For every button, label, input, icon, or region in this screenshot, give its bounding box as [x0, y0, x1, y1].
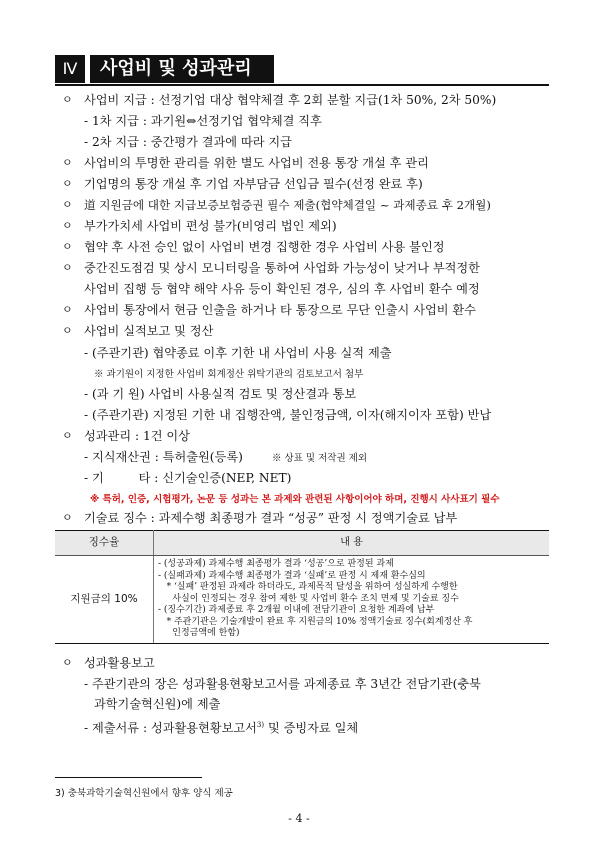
list-item: 협약 후 사전 승인 없이 사업비 변경 집행한 경우 사업비 사용 불인정 — [84, 240, 445, 254]
sub-item: - (과 기 원) 사업비 사용실적 검토 및 정산결과 통보 — [84, 387, 357, 401]
bullet-mark: ㅇ — [62, 511, 73, 524]
bullet-mark: ㅇ — [62, 219, 73, 232]
bullet-mark: ㅇ — [62, 156, 73, 169]
table-content-line: - (실패과제) 과제수행 최종평가 결과 ‘실패’로 판정 시 제재 환수심의 — [158, 570, 426, 581]
list-item: 부가가치세 사업비 편성 불가(비영리 법인 제외) — [84, 219, 337, 233]
list-item: 사업비 통장에서 현금 인출을 하거나 타 통장으로 무단 인출시 사업비 환수 — [84, 303, 476, 317]
table-content-line: * 주관기관은 기술개발이 완료 후 지원금의 10% 정액기술료 징수(회계정산 후 — [158, 616, 473, 627]
sub-item-continued: 과학기술혁신원)에 제출 — [94, 697, 221, 711]
sub-item: - (주관기관) 협약종료 이후 기한 내 사업비 사용 실적 제출 — [84, 346, 392, 360]
footnote-rule — [55, 777, 202, 778]
list-item: 중간진도점검 및 상시 모니터링을 통하여 사업화 가능성이 낮거나 부적정한 — [84, 261, 480, 275]
table-content-line: - (성공과제) 과제수행 최종평가 결과 ‘성공’으로 판정된 과제 — [158, 559, 394, 569]
table-content-line: 인정금액에 한함) — [158, 628, 240, 638]
bullet-mark: ㅇ — [62, 324, 73, 337]
sub-item-text: - 제출서류 : 성과활용현황보고서 — [84, 721, 257, 736]
list-item: 기업명의 통장 개설 후 기업 자부담금 선입금 필수(선정 완료 후) — [84, 177, 423, 191]
bullet-mark: ㅇ — [62, 177, 73, 190]
list-item: 사업비 실적보고 및 정산 — [84, 324, 214, 338]
table-content-line: 사실이 인정되는 경우 참여 제한 및 사업비 환수 조치 면제 및 기술료 징수 — [158, 593, 459, 604]
list-item: 기술료 징수 : 과제수행 최종평가 결과 “성공” 판정 시 정액기술료 납부 — [84, 511, 458, 525]
footnote: 3) 충북과학기술혁신원에서 향후 양식 제공 — [55, 788, 233, 799]
bullet-mark: ㅇ — [62, 261, 73, 274]
table-header-content: 내 용 — [154, 531, 550, 556]
sub-item: - 주관기관의 장은 성과활용현황보고서를 과제종료 후 3년간 전담기관(충북 — [84, 677, 481, 691]
sub-item: - 지식재산권 : 특허출원(등록) — [84, 450, 243, 464]
table-content-line: - (징수기간) 과제종료 후 2개월 이내에 전담기관이 요청한 계좌에 납부 — [158, 605, 435, 615]
sub-item-text: 및 증빙자료 일체 — [264, 721, 359, 736]
section-number: Ⅳ — [55, 55, 85, 83]
table-header-rate: 징수율 — [55, 531, 154, 556]
bullet-mark: ㅇ — [62, 429, 73, 442]
emphasis-note: ※ 특허, 인증, 시험평가, 논문 등 성과는 본 과제와 관련된 사항이어야 하며, 진행시 사사표기 필수 — [90, 494, 500, 505]
list-item-continued: 사업비 집행 등 협약 해약 사유 등이 확인된 경우, 심의 후 사업비 환수 예정 — [84, 282, 480, 296]
table-rate-cell: 지원금의 10% — [55, 556, 154, 644]
bullet-mark: ㅇ — [62, 240, 73, 253]
table-content-line: * ‘실패’ 판정된 과제라 하더라도, 과제목적 달성을 위하여 성실하게 수행한 — [158, 582, 458, 592]
bullet-mark: ㅇ — [62, 656, 73, 669]
note: ※ 상표 및 저작권 제외 — [272, 453, 367, 464]
sub-item — [84, 717, 358, 736]
sub-item: - 2차 지급 : 중간평가 결과에 따라 지급 — [84, 135, 292, 149]
section-title: 사업비 및 성과관리 — [90, 55, 274, 83]
list-item: 道 지원금에 대한 지급보증보험증권 필수 제출(협약체결일 ~ 과제종료 후 2개월) — [84, 198, 491, 212]
bullet-mark: ㅇ — [62, 198, 73, 211]
table-content-cell — [154, 556, 550, 644]
bullet-mark: ㅇ — [62, 303, 73, 316]
note: ※ 과기원이 지정한 사업비 회계정산 위탁기관의 검토보고서 첨부 — [94, 369, 364, 380]
sub-item: - 1차 지급 : 과기원⇔선정기업 협약체결 직후 — [84, 114, 322, 128]
list-item: 성과활용보고 — [84, 656, 155, 670]
bullet-mark: ㅇ — [62, 93, 73, 106]
sub-item: - (주관기관) 지정된 기한 내 집행잔액, 불인정금액, 이자(해지이자 포함) 반납 — [84, 408, 492, 422]
list-item: 성과관리 : 1건 이상 — [84, 429, 190, 443]
sub-item: - 기 타 : 신기술인증(NEP, NET) — [84, 471, 292, 485]
item-payment: 사업비 지급 : 선정기업 대상 협약체결 후 2회 분할 지급(1차 50%, 2차 50%) — [84, 93, 497, 107]
section-rule — [55, 84, 549, 86]
footnote-ref[interactable]: 3) — [256, 721, 265, 729]
page-number: - 4 - — [288, 812, 310, 825]
list-item: 사업비의 투명한 관리를 위한 별도 사업비 전용 통장 개설 후 관리 — [84, 156, 429, 170]
royalty-table — [55, 530, 549, 644]
